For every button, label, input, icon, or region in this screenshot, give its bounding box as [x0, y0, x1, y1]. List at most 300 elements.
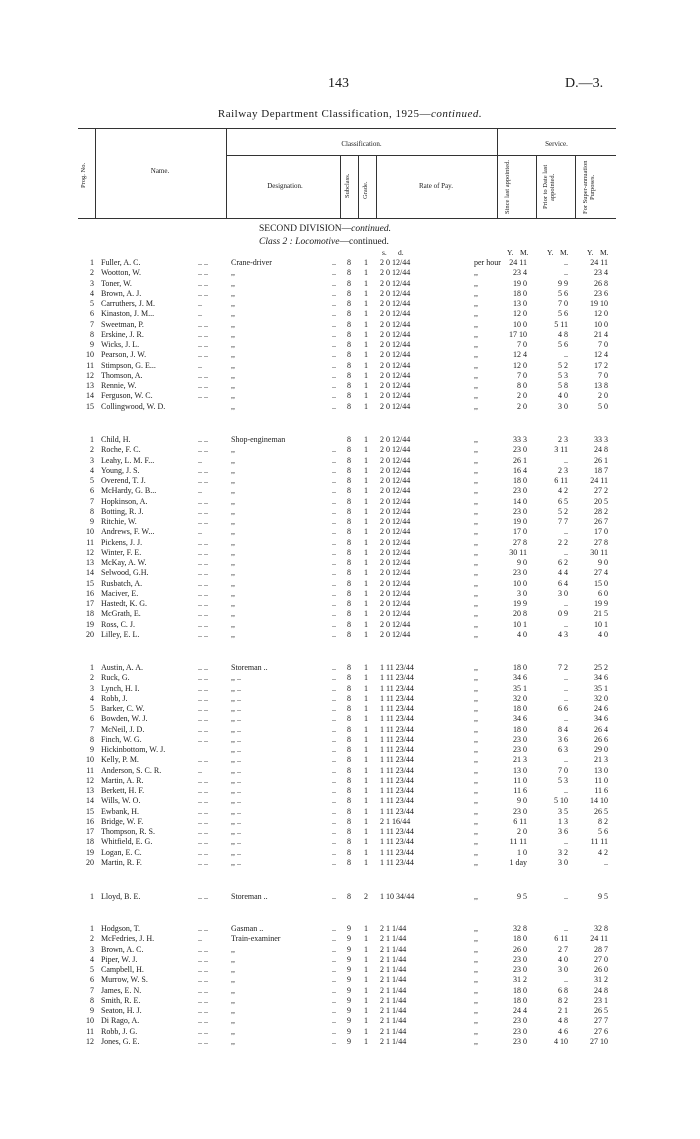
prog-number: 3 — [90, 683, 94, 693]
rate-of-pay: 2 0 12/44 — [380, 455, 411, 465]
employee-name: Carruthers, J. M. — [101, 299, 155, 308]
grade: 1 — [364, 547, 368, 557]
designation: ,, — [231, 537, 235, 547]
service-superannuation: 35 1 — [594, 683, 608, 693]
leader-dots: .. .. — [198, 258, 208, 267]
unit-s: s. — [382, 248, 387, 257]
designation: ,, .. — [231, 796, 241, 806]
employee-name: Thomson, A. — [101, 370, 143, 380]
table-row — [0, 486, 700, 496]
subclass: 8 — [347, 892, 351, 901]
designation: Storeman .. — [231, 892, 268, 901]
prog-number: 1 — [90, 258, 94, 267]
service-since-last: 23 0 — [513, 1016, 527, 1026]
subclass: 8 — [347, 537, 351, 547]
designation: ,, — [231, 455, 235, 465]
unit-d: d. — [398, 248, 404, 257]
designation: ,, — [231, 465, 235, 475]
service-since-last: 32 8 — [513, 924, 527, 933]
leader-dots: .. — [332, 734, 336, 744]
table-row — [0, 361, 700, 371]
table-row — [0, 924, 700, 934]
employee-name: Lynch, H. I. — [101, 683, 140, 693]
employee-name: Hastedt, K. G. — [101, 599, 147, 608]
rate-period: ,, — [474, 537, 478, 547]
leader-dots: .. — [332, 599, 336, 608]
employee-name: Fuller, A. C. — [101, 258, 141, 267]
leader-dots: .. .. — [198, 663, 208, 672]
rate-period: ,, — [474, 350, 478, 360]
rate-period: ,, — [474, 435, 478, 444]
service-since-last: 23 0 — [513, 1036, 527, 1046]
subclass: 9 — [347, 995, 351, 1005]
subclass: 8 — [347, 391, 351, 401]
service-prior: .. — [564, 786, 568, 795]
grade: 1 — [364, 714, 368, 724]
leader-dots: .. .. — [198, 350, 208, 360]
rate-of-pay: 2 0 12/44 — [380, 268, 411, 278]
service-prior: 5 3 — [558, 370, 568, 380]
service-since-last: 23 0 — [513, 965, 527, 974]
service-prior: .. — [564, 693, 568, 703]
service-prior: 3 6 — [558, 734, 568, 744]
subclass: 8 — [347, 796, 351, 806]
designation: ,, .. — [231, 683, 241, 693]
designation: Gasman .. — [231, 924, 264, 933]
grade: 1 — [364, 506, 368, 516]
employee-name: Anderson, S. C. R. — [101, 765, 162, 775]
service-since-last: 12 4 — [513, 350, 527, 360]
service-prior: .. — [564, 599, 568, 608]
employee-name: Winter, F. E. — [101, 547, 142, 557]
service-since-last: 12 0 — [513, 360, 527, 370]
table-row — [0, 330, 700, 340]
grade: 1 — [364, 476, 368, 485]
table-row — [0, 996, 700, 1006]
employee-name: Ross, C. J. — [101, 619, 136, 629]
service-superannuation: 10 1 — [594, 619, 608, 629]
col-rule-8 — [575, 155, 576, 218]
subclass: 8 — [347, 340, 351, 349]
rate-of-pay: 1 11 23/44 — [380, 796, 414, 806]
rate-period: ,, — [474, 568, 478, 578]
service-superannuation: 11 11 — [590, 837, 608, 847]
rate-period: ,, — [474, 704, 478, 713]
service-since-last: 17 0 — [513, 527, 527, 537]
designation: ,, — [231, 527, 235, 537]
leader-dots: .. — [198, 309, 202, 319]
leader-dots: .. — [332, 517, 336, 526]
leader-dots: .. — [332, 370, 336, 380]
rate-of-pay: 2 0 12/44 — [380, 465, 411, 475]
service-prior: .. — [564, 527, 568, 537]
employee-name: Logan, E. C. — [101, 847, 142, 857]
leader-dots: .. — [198, 486, 202, 496]
subclass: 8 — [347, 465, 351, 475]
service-since-last: 24 11 — [509, 258, 527, 267]
designation: ,, — [231, 506, 235, 516]
designation: ,, — [231, 360, 235, 370]
employee-name: Wootton, W. — [101, 268, 142, 278]
prog-number: 11 — [86, 360, 94, 370]
leader-dots: .. .. — [198, 683, 208, 693]
rate-period: ,, — [474, 775, 478, 785]
designation: ,, — [231, 1036, 235, 1046]
rate-of-pay: 2 0 12/44 — [380, 401, 411, 411]
employee-name: Collingwood, W. D. — [101, 401, 166, 411]
service-since-last: 23 0 — [513, 734, 527, 744]
rate-period: ,, — [474, 1036, 478, 1046]
prog-number: 2 — [90, 934, 94, 944]
grade: 1 — [364, 568, 368, 578]
table-row — [0, 568, 700, 578]
prog-number: 17 — [86, 827, 94, 836]
prog-number: 14 — [86, 568, 94, 578]
header-rate: Rate of Pay. — [419, 182, 453, 190]
leader-dots: .. — [332, 892, 336, 901]
leader-dots: .. .. — [198, 496, 208, 506]
service-since-last: 23 0 — [513, 568, 527, 578]
prog-number: 2 — [90, 445, 94, 455]
subclass: 8 — [347, 806, 351, 816]
class-continued: —continued. — [339, 237, 389, 247]
leader-dots: .. — [332, 558, 336, 567]
service-prior: 3 11 — [554, 445, 568, 455]
subclass: 8 — [347, 476, 351, 485]
prog-number: 8 — [90, 329, 94, 339]
rate-period: ,, — [474, 360, 478, 370]
grade: 1 — [364, 847, 368, 857]
service-prior: 2 3 — [558, 435, 568, 444]
table-row — [0, 289, 700, 299]
service-superannuation: 11 0 — [594, 775, 608, 785]
employee-name: Lilley, E. L. — [101, 629, 140, 639]
grade: 1 — [364, 588, 368, 598]
service-prior: 4 2 — [558, 486, 568, 496]
service-prior: 7 7 — [558, 517, 568, 526]
table-row — [0, 766, 700, 776]
header-designation: Designation. — [267, 182, 303, 190]
grade: 1 — [364, 827, 368, 836]
service-superannuation: 2 0 — [598, 391, 608, 401]
rate-of-pay: 2 0 12/44 — [380, 486, 411, 496]
rate-period: ,, — [474, 401, 478, 411]
rate-period: ,, — [474, 1006, 478, 1015]
leader-dots: .. — [198, 299, 202, 308]
service-prior: 5 10 — [554, 796, 568, 806]
service-superannuation: .. — [604, 857, 608, 867]
employee-name: Ewbank, H. — [101, 806, 139, 816]
service-superannuation: 21 4 — [594, 329, 608, 339]
subclass: 8 — [347, 599, 351, 608]
service-superannuation: 26 4 — [594, 724, 608, 734]
prog-number: 17 — [86, 599, 94, 608]
rate-period: ,, — [474, 714, 478, 724]
leader-dots: .. — [332, 476, 336, 485]
title-main: Railway Department Classification, 1925— — [217, 108, 431, 120]
leader-dots: .. — [332, 934, 336, 944]
leader-dots: .. .. — [198, 892, 208, 901]
service-prior: 5 2 — [558, 360, 568, 370]
subclass: 8 — [347, 360, 351, 370]
leader-dots: .. — [332, 673, 336, 683]
prog-number: 16 — [86, 816, 94, 826]
prog-number: 3 — [90, 455, 94, 465]
leader-dots: .. .. — [198, 547, 208, 557]
table-row — [0, 527, 700, 537]
employee-name: Brown, A. J. — [101, 288, 142, 298]
subclass: 8 — [347, 775, 351, 785]
grade: 1 — [364, 965, 368, 974]
service-since-last: 30 11 — [509, 547, 527, 557]
leader-dots: .. — [332, 1006, 336, 1015]
designation: ,, — [231, 445, 235, 455]
leader-dots: .. — [332, 350, 336, 360]
leader-dots: .. — [332, 288, 336, 298]
service-superannuation: 9 5 — [598, 892, 608, 901]
col-rule-3 — [340, 155, 341, 218]
grade: 1 — [364, 734, 368, 744]
leader-dots: .. — [332, 465, 336, 475]
rate-period: ,, — [474, 673, 478, 683]
employee-name: Pickens, J. J. — [101, 537, 143, 547]
service-superannuation: 32 8 — [594, 924, 608, 933]
leader-dots: .. .. — [198, 370, 208, 380]
table-row — [0, 558, 700, 568]
table-row — [0, 858, 700, 868]
leader-dots: .. — [332, 629, 336, 639]
rate-period: ,, — [474, 506, 478, 516]
service-since-last: 19 9 — [513, 599, 527, 608]
service-prior: 8 4 — [558, 724, 568, 734]
table-row — [0, 975, 700, 985]
table-row — [0, 350, 700, 360]
leader-dots: .. .. — [198, 847, 208, 857]
header-super: For Super-annuation Purposes. — [582, 160, 596, 214]
table-row — [0, 548, 700, 558]
employee-name: Smith, R. E. — [101, 995, 141, 1005]
service-superannuation: 4 2 — [598, 847, 608, 857]
grade: 1 — [364, 954, 368, 964]
service-prior: 5 3 — [558, 775, 568, 785]
service-prior: .. — [564, 673, 568, 683]
rate-period: ,, — [474, 693, 478, 703]
table-row — [0, 609, 700, 619]
rate-of-pay: 2 0 12/44 — [380, 391, 411, 401]
table-row — [0, 620, 700, 630]
table-row — [0, 965, 700, 975]
title-continued: continued. — [430, 108, 483, 120]
grade: 1 — [364, 995, 368, 1005]
leader-dots: .. — [332, 944, 336, 954]
service-prior: 8 2 — [558, 995, 568, 1005]
rate-of-pay: 2 0 12/44 — [380, 350, 411, 360]
employee-name: McKay, A. W. — [101, 558, 147, 567]
service-prior: 4 3 — [558, 629, 568, 639]
leader-dots: .. — [332, 1036, 336, 1046]
leader-dots: .. .. — [198, 268, 208, 278]
rate-period: ,, — [474, 370, 478, 380]
prog-number: 7 — [90, 724, 94, 734]
employee-name: Robb, J. — [101, 693, 128, 703]
service-superannuation: 11 6 — [594, 786, 608, 795]
grade: 1 — [364, 496, 368, 506]
leader-dots: .. .. — [198, 724, 208, 734]
rate-period: ,, — [474, 965, 478, 974]
employee-name: Maciver, E. — [101, 588, 139, 598]
table-row — [0, 445, 700, 455]
rate-of-pay: 1 11 23/44 — [380, 755, 414, 765]
employee-name: Toner, W. — [101, 278, 132, 288]
table-row — [0, 476, 700, 486]
service-prior: 3 0 — [558, 965, 568, 974]
prog-number: 12 — [86, 1036, 94, 1046]
employee-name: Brown, A. C. — [101, 944, 144, 954]
subclass: 8 — [347, 350, 351, 360]
rate-period: ,, — [474, 476, 478, 485]
employee-name: McNeil, J. D. — [101, 724, 145, 734]
leader-dots: .. — [332, 765, 336, 775]
grade: 1 — [364, 299, 368, 308]
designation: ,, — [231, 391, 235, 401]
table-row — [0, 827, 700, 837]
service-prior: 2 7 — [558, 944, 568, 954]
service-prior: .. — [564, 975, 568, 985]
leader-dots: .. .. — [198, 816, 208, 826]
designation: ,, — [231, 609, 235, 619]
leader-dots: .. — [332, 527, 336, 537]
designation: ,, — [231, 1006, 235, 1015]
leader-dots: .. — [332, 745, 336, 754]
service-superannuation: 24 6 — [594, 704, 608, 713]
prog-number: 13 — [86, 558, 94, 567]
service-since-last: 18 0 — [513, 985, 527, 995]
service-superannuation: 7 0 — [598, 340, 608, 349]
subclass: 8 — [347, 827, 351, 836]
service-prior: 4 8 — [558, 1016, 568, 1026]
leader-dots: .. — [332, 857, 336, 867]
designation: ,, .. — [231, 857, 241, 867]
prog-number: 5 — [90, 704, 94, 713]
subclass: 9 — [347, 985, 351, 995]
prog-number: 19 — [86, 619, 94, 629]
service-superannuation: 19 10 — [590, 299, 608, 308]
subclass: 9 — [347, 1036, 351, 1046]
service-since-last: 26 1 — [513, 455, 527, 465]
leader-dots: .. — [332, 924, 336, 933]
grade: 1 — [364, 857, 368, 867]
service-since-last: 20 8 — [513, 609, 527, 619]
employee-name: Austin, A. A. — [101, 663, 144, 672]
rate-of-pay: 1 11 23/44 — [380, 673, 414, 683]
employee-name: Kelly, P. M. — [101, 755, 139, 765]
leader-dots: .. — [332, 381, 336, 390]
service-superannuation: 34 6 — [594, 714, 608, 724]
service-superannuation: 26 6 — [594, 734, 608, 744]
rate-period: ,, — [474, 578, 478, 588]
rate-period: ,, — [474, 796, 478, 806]
grade: 1 — [364, 455, 368, 465]
employee-name: Martin, R. F. — [101, 857, 142, 867]
service-superannuation: 31 2 — [594, 975, 608, 985]
table-row — [0, 892, 700, 902]
designation: ,, .. — [231, 765, 241, 775]
designation: ,, .. — [231, 714, 241, 724]
table-row — [0, 538, 700, 548]
grade: 1 — [364, 486, 368, 496]
employee-name: Ferguson, W. C. — [101, 391, 153, 401]
rate-period: ,, — [474, 455, 478, 465]
grade: 1 — [364, 578, 368, 588]
leader-dots: .. — [332, 445, 336, 455]
grade: 1 — [364, 816, 368, 826]
service-since-last: 8 0 — [517, 381, 527, 390]
service-since-last: 23 0 — [513, 506, 527, 516]
table-row — [0, 663, 700, 673]
table-row — [0, 684, 700, 694]
prog-number: 10 — [86, 1016, 94, 1026]
service-prior: 5 6 — [558, 288, 568, 298]
rate-period: ,, — [474, 381, 478, 390]
rate-of-pay: 2 0 12/44 — [380, 476, 411, 485]
service-prior: 6 11 — [554, 476, 568, 485]
leader-dots: .. — [332, 683, 336, 693]
service-superannuation: 25 2 — [594, 663, 608, 672]
designation: ,, .. — [231, 816, 241, 826]
prog-number: 13 — [86, 786, 94, 795]
subclass: 8 — [347, 568, 351, 578]
employee-name: Rusbatch, A. — [101, 578, 143, 588]
rate-period: ,, — [474, 391, 478, 401]
employee-name: Erskine, J. R. — [101, 329, 144, 339]
subclass: 8 — [347, 588, 351, 598]
class-label: Class 2 : — [259, 237, 296, 247]
designation: ,, .. — [231, 806, 241, 816]
service-prior: .. — [564, 619, 568, 629]
employee-name: Barker, C. W. — [101, 704, 145, 713]
subclass: 8 — [347, 578, 351, 588]
table-row — [0, 507, 700, 517]
subclass: 9 — [347, 965, 351, 974]
service-since-last: 23 4 — [513, 268, 527, 278]
subclass: 8 — [347, 309, 351, 319]
grade: 1 — [364, 278, 368, 288]
subclass: 8 — [347, 319, 351, 329]
subclass: 8 — [347, 619, 351, 629]
employee-name: Piper, W. J. — [101, 954, 138, 964]
service-since-last: 12 0 — [513, 309, 527, 319]
prog-number: 6 — [90, 309, 94, 319]
subclass: 9 — [347, 1026, 351, 1036]
prog-number: 2 — [90, 268, 94, 278]
prog-number: 12 — [86, 370, 94, 380]
service-superannuation: 8 2 — [598, 816, 608, 826]
rate-period: ,, — [474, 995, 478, 1005]
leader-dots: .. .. — [198, 609, 208, 619]
service-superannuation: 27 10 — [590, 1036, 608, 1046]
employee-name: Roche, F. C. — [101, 445, 141, 455]
employee-name: Robb, J. G. — [101, 1026, 138, 1036]
service-since-last: 19 0 — [513, 278, 527, 288]
leader-dots: .. — [332, 506, 336, 516]
service-prior: .. — [564, 258, 568, 267]
service-superannuation: 34 6 — [594, 673, 608, 683]
subclass: 8 — [347, 486, 351, 496]
grade: 1 — [364, 663, 368, 672]
designation: ,, .. — [231, 693, 241, 703]
employee-name: Wicks, J. L. — [101, 340, 140, 349]
service-superannuation: 21 3 — [594, 755, 608, 765]
